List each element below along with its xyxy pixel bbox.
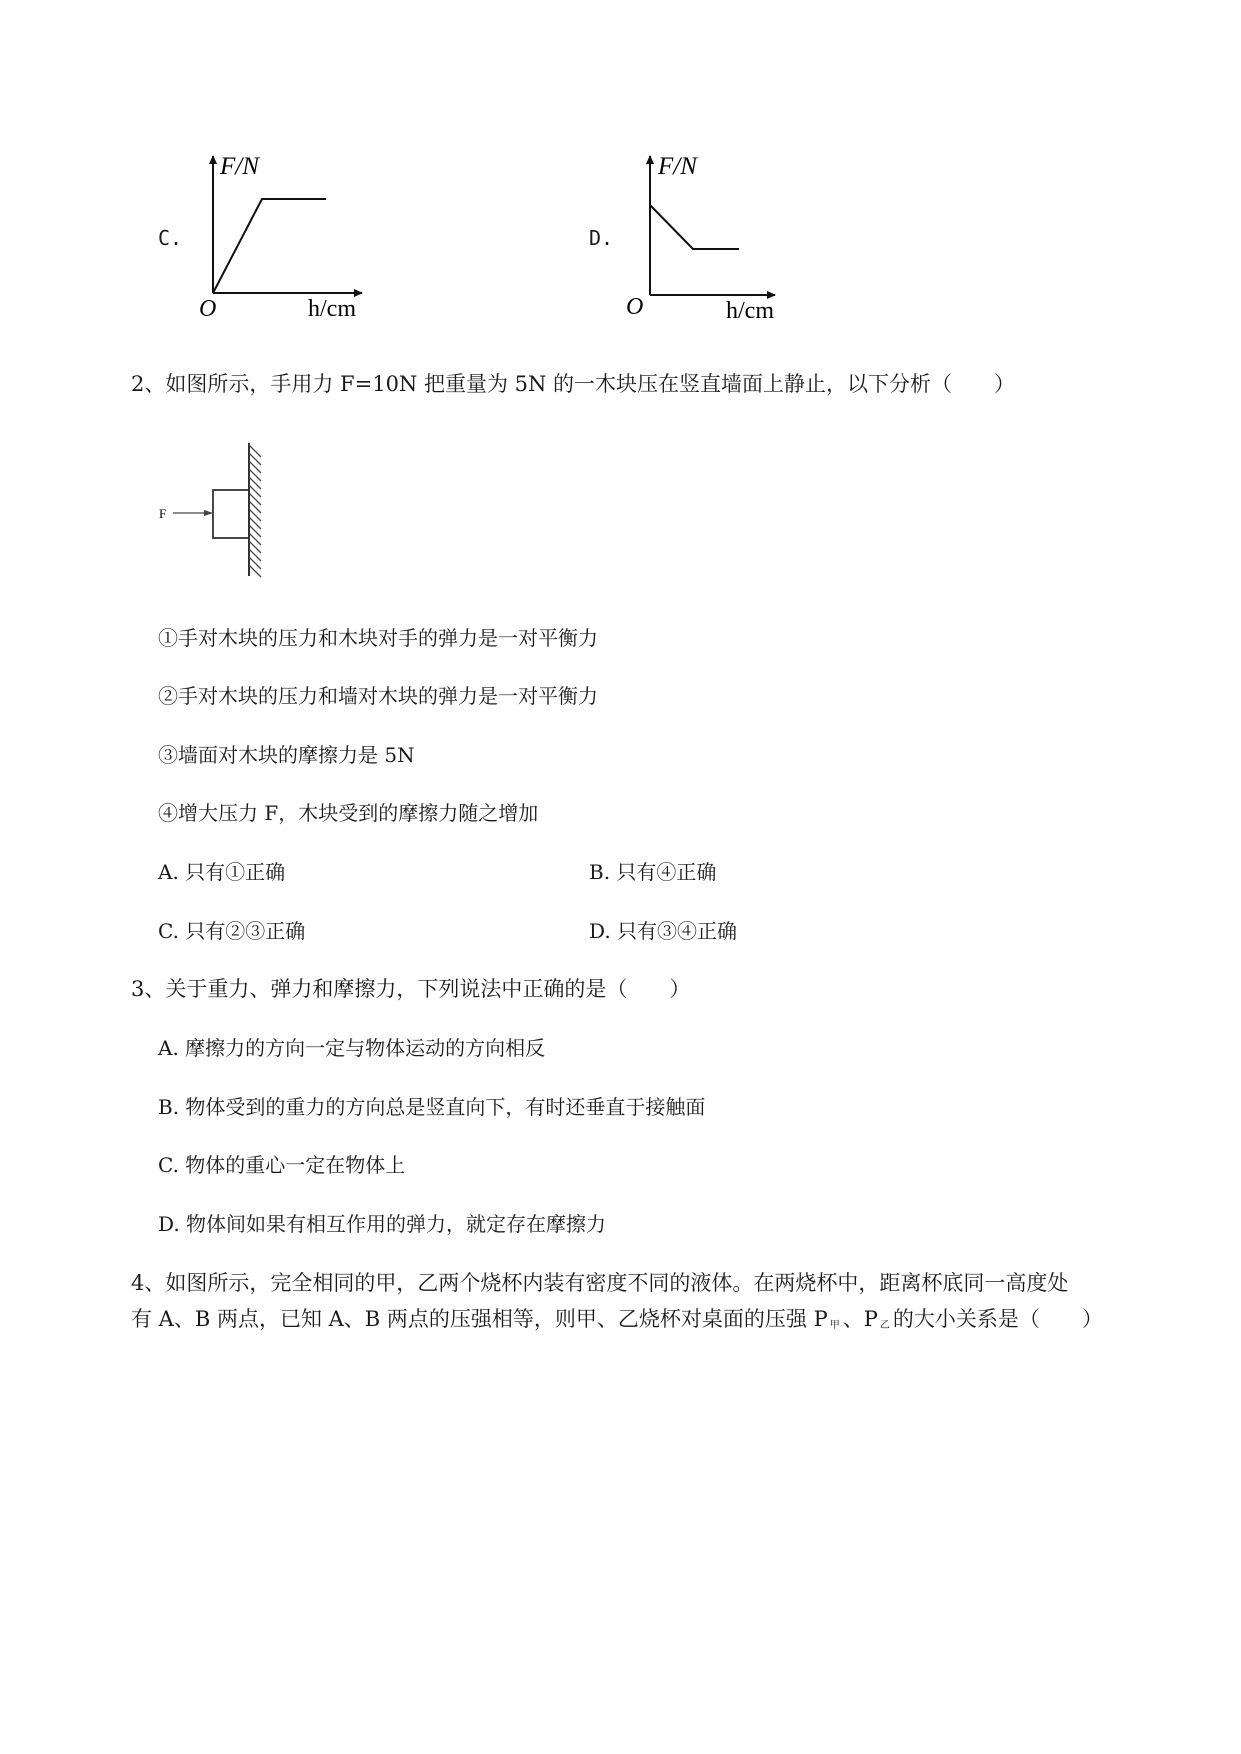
q4-text-pre: 有 A、B 两点，已知 A、B 两点的压强相等，则甲、乙烧杯对桌面的压强 P [131, 1307, 828, 1331]
q2-option-d: D. 只有③④正确 [589, 919, 738, 943]
origin-label: O [199, 296, 217, 322]
statement-1: ①手对木块的压力和木块对手的弹力是一对平衡力 [158, 626, 598, 650]
question-3-stem: 3、关于重力、弹力和摩擦力，下列说法中正确的是（ ） [131, 977, 691, 1001]
statement-3: ③墙面对木块的摩擦力是 5N [158, 743, 415, 767]
q4-text-post: 的大小关系是（ ） [892, 1307, 1103, 1331]
q2-option-a: A. 只有①正确 [158, 860, 286, 884]
x-axis-label: h/cm [308, 296, 356, 322]
wall-hatching [249, 445, 261, 577]
q2-option-b: B. 只有④正确 [589, 860, 717, 884]
subscript-jia: 甲 [829, 1320, 840, 1331]
subscript-yi: 乙 [879, 1320, 890, 1331]
graph-c [190, 148, 380, 328]
graph-d [625, 148, 815, 328]
x-axis-label: h/cm [726, 298, 774, 324]
q2-option-c: C. 只有②③正确 [158, 919, 306, 943]
option-d-label: D. [589, 226, 614, 250]
statement-4: ④增大压力 F，木块受到的摩擦力随之增加 [158, 801, 539, 825]
question-4-line-1: 4、如图所示，完全相同的甲，乙两个烧杯内装有密度不同的液体。在两烧杯中，距离杯底同一高度处 [131, 1271, 1069, 1295]
q4-text-sep: 、P [842, 1307, 878, 1331]
option-c-label: C. [158, 226, 183, 250]
y-axis-label: F/N [658, 153, 697, 180]
question-2-stem: 2、如图所示，手用力 F=10N 把重量为 5N 的一木块压在竖直墙面上静止，以下分析（ ） [131, 372, 1016, 396]
q3-option-a: A. 摩擦力的方向一定与物体运动的方向相反 [158, 1036, 546, 1060]
q3-option-b: B. 物体受到的重力的方向总是竖直向下，有时还垂直于接触面 [158, 1095, 706, 1119]
q3-option-c: C. 物体的重心一定在物体上 [158, 1153, 406, 1177]
graph-c-curve [213, 199, 326, 293]
force-label: F [159, 506, 167, 521]
origin-label: O [626, 294, 644, 320]
question-4-line-2 [131, 1303, 1103, 1333]
graph-d-curve [650, 205, 739, 249]
wall-block-figure [155, 440, 275, 580]
y-axis-label: F/N [220, 153, 259, 180]
statement-2: ②手对木块的压力和墙对木块的弹力是一对平衡力 [158, 684, 598, 708]
wooden-block [213, 490, 249, 538]
q3-option-d: D. 物体间如果有相互作用的弹力，就定存在摩擦力 [158, 1212, 607, 1236]
